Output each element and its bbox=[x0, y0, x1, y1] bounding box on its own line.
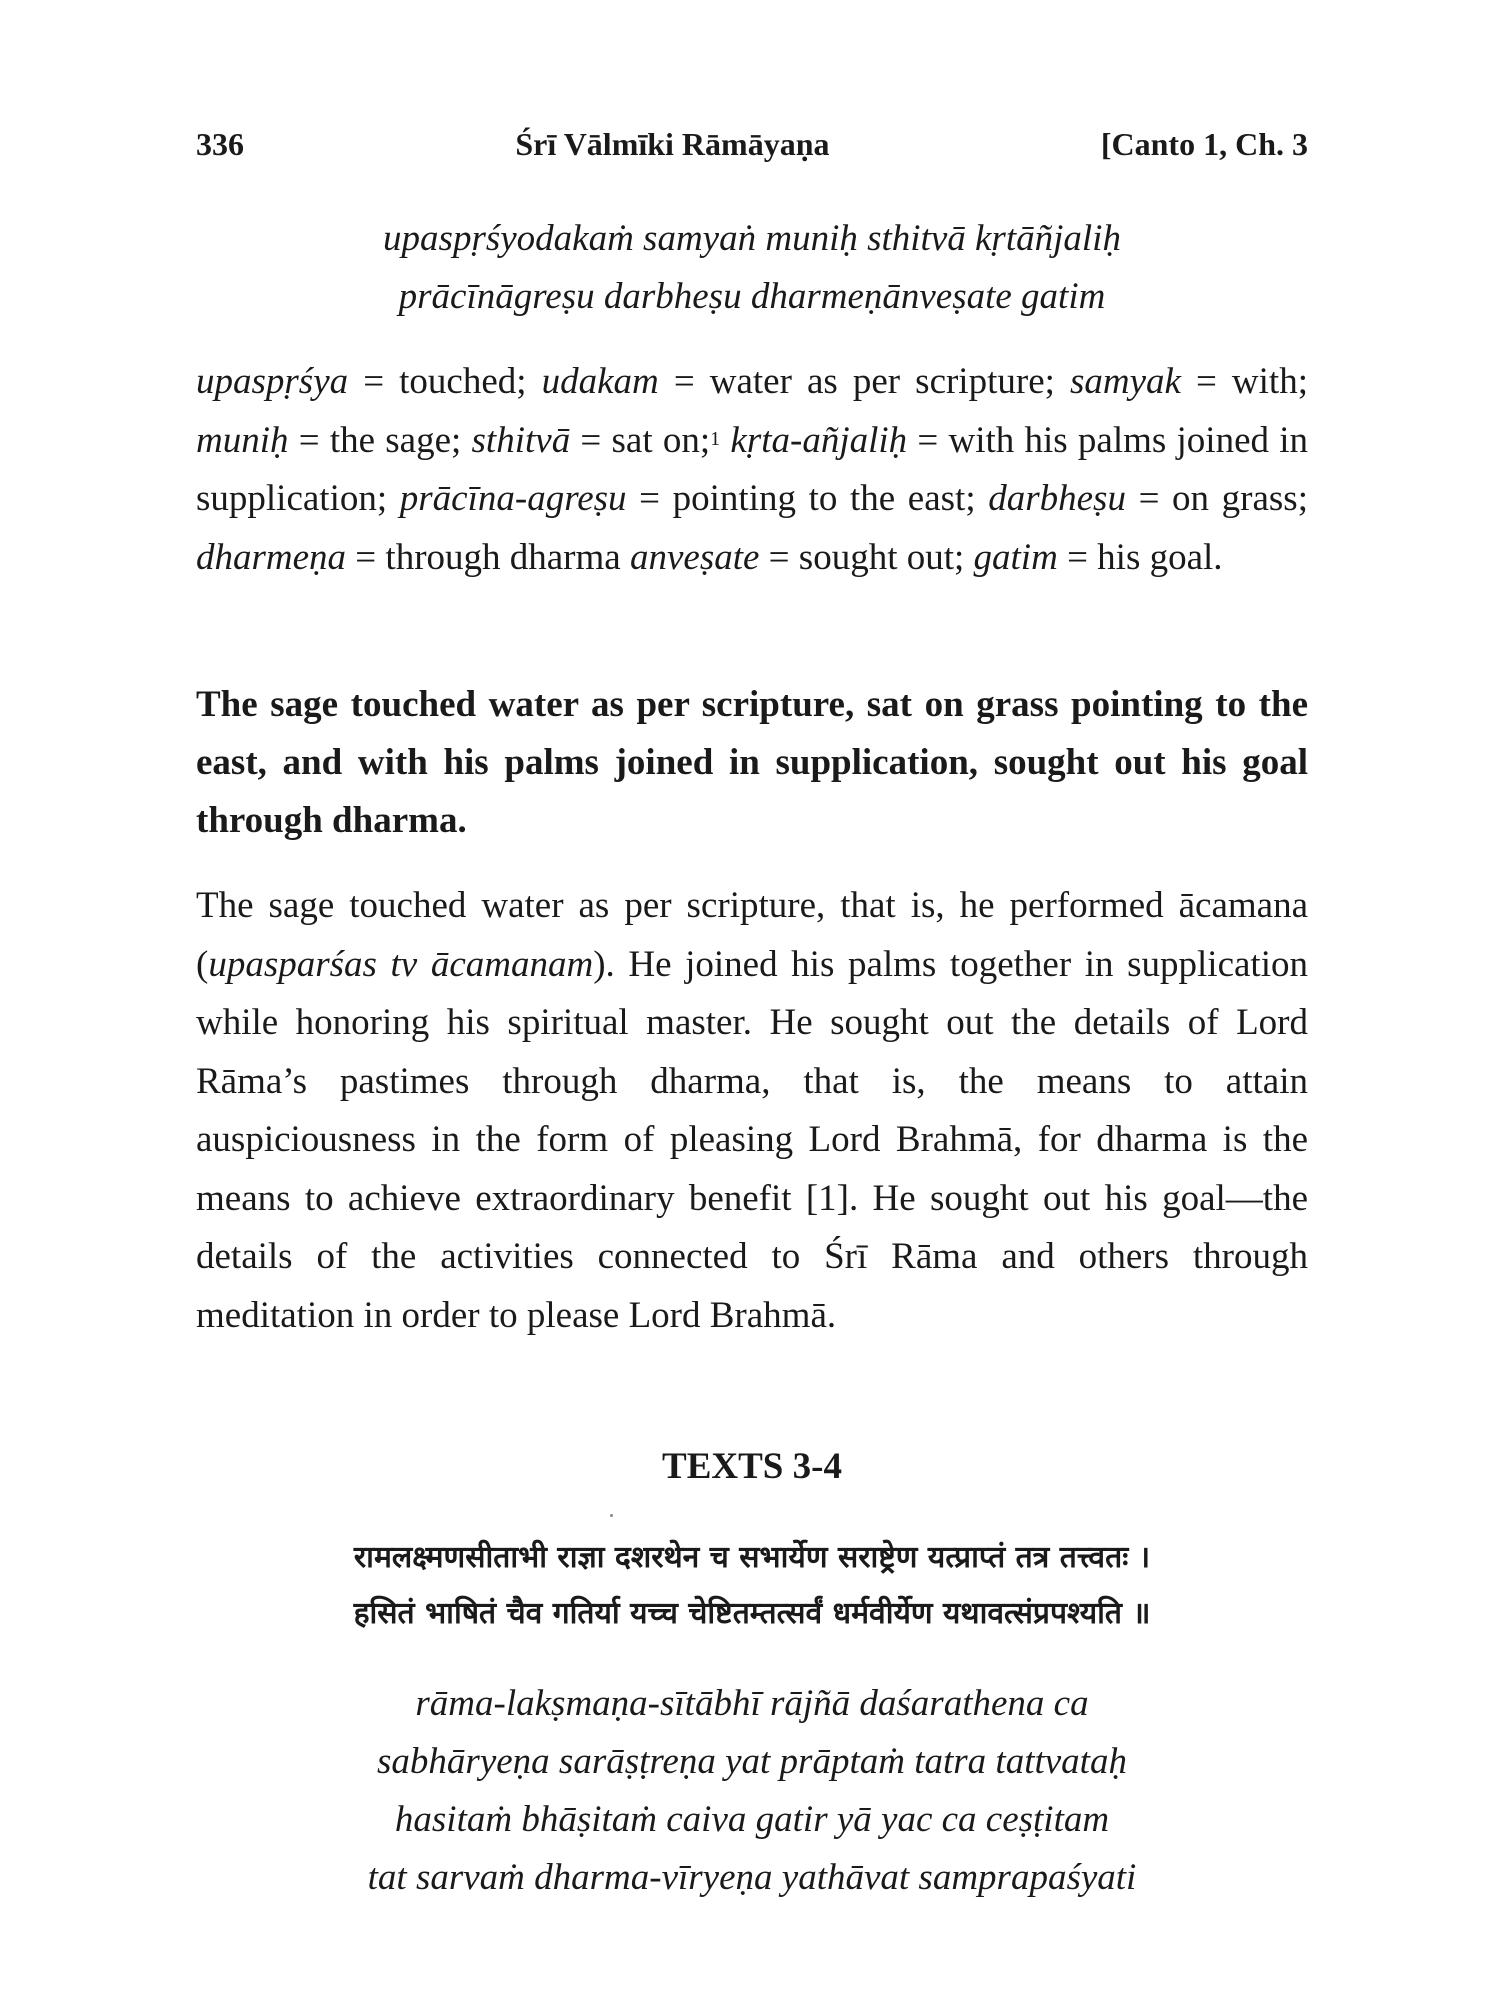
synonym-meaning: = the sage; bbox=[288, 419, 472, 461]
synonym-term: anveṣate bbox=[629, 536, 760, 578]
synonym-term: samyak bbox=[1069, 361, 1181, 402]
synonym-term: upaspṛśya bbox=[196, 361, 349, 402]
synonym-term: prācīna-agreṣu bbox=[399, 478, 627, 519]
synonym-meaning: = sat on; bbox=[570, 419, 711, 461]
texts-heading: TEXTS 3-4 bbox=[662, 1446, 842, 1487]
devanagari-line: हसितं भाषितं चैव गतिर्या यच्च चेष्टितम्तत्सर्वं धर्मवीर्येण यथावत्संप्रपश्यति ॥ bbox=[353, 1596, 1151, 1631]
synonym-meaning: = with; bbox=[1180, 361, 1308, 402]
synonym-term: udakam bbox=[541, 361, 659, 402]
verse-line: sabhāryeṇa sarāṣṭreṇa yat prāptaṁ tatra tattvataḥ bbox=[377, 1741, 1127, 1782]
synonym-meaning: = pointing to the east; bbox=[626, 478, 989, 519]
verse-transliteration-2 bbox=[196, 1675, 1308, 1907]
verse-line: tat sarvaṁ dharma-vīryeṇa yathāvat samprapaśyati bbox=[367, 1857, 1137, 1898]
purport-text: The sage touched water as per scripture, that is, he performed ācamana ( bbox=[196, 885, 1308, 985]
page-number: 336 bbox=[196, 126, 244, 162]
synonym-term: gatim bbox=[973, 536, 1058, 578]
synonym-meaning: = through dharma bbox=[346, 536, 630, 578]
section-label: [Canto 1, Ch. 3 bbox=[1100, 126, 1308, 162]
synonym-term: darbheṣu bbox=[988, 478, 1126, 519]
synonym-term: kṛta-añjaliḥ bbox=[730, 419, 908, 461]
synonym-meaning: = with his palms joined in supplication; bbox=[196, 419, 1309, 519]
verse-line: rāma-lakṣmaṇa-sītābhī rājñā daśarathena ca bbox=[415, 1683, 1089, 1724]
verse-transliteration-1 bbox=[196, 210, 1308, 326]
verse-line: upaspṛśyodakaṁ samyaṅ muniḥ sthitvā kṛtāñjaliḥ bbox=[383, 218, 1121, 259]
verse-line: prācīnāgreṣu darbheṣu dharmeṇānveṣate gatim bbox=[398, 276, 1106, 317]
synonym-term: dharmeṇa bbox=[196, 536, 347, 578]
translation-paragraph: The sage touched water as per scripture, sat on grass pointing to the east, and with his palms joined in supplication, sought out his goal through dharma. bbox=[196, 684, 1308, 841]
synonym-meaning: = on grass; bbox=[1125, 478, 1308, 519]
purport-text: ). He joined his palms together in supplication while honoring his spiritual master. He sought out the details of Lord Rāma’s pastimes through dharma, that is, the means to attain auspiciousness in the form of pleasing Lord Brahmā, for dharma is the means to achieve extraordinary benefit [1]. He sought out his goal—the details of the activities connected to Śrī Rāma and others through meditation in order to please Lord Brahmā. bbox=[196, 943, 1308, 1336]
synonym-meaning: = water as per scripture; bbox=[658, 361, 1070, 402]
synonyms-paragraph bbox=[196, 353, 1308, 587]
purport-paragraph bbox=[196, 877, 1308, 1345]
synonym-meaning: = touched; bbox=[348, 361, 542, 402]
synonym-term: sthitvā bbox=[471, 419, 571, 461]
synonym-term: muniḥ bbox=[196, 419, 289, 461]
purport-italic-phrase: upasparśas tv ācamanam bbox=[208, 943, 594, 985]
synonym-meaning: = his goal. bbox=[1057, 536, 1223, 578]
book-title: Śrī Vālmīki Rāmāyaṇa bbox=[515, 126, 830, 162]
footnote-marker: 1 bbox=[710, 427, 721, 450]
verse-line: hasitaṁ bhāṣitaṁ caiva gatir yā yac ca ceṣṭitam bbox=[394, 1799, 1110, 1840]
running-header bbox=[196, 126, 1308, 163]
devanagari-line: रामलक्ष्मणसीताभी राज्ञा दशरथेन च सभार्येण सराष्ट्रेण यत्प्राप्तं तत्र तत्त्वतः । bbox=[353, 1540, 1151, 1575]
print-speck bbox=[610, 1514, 613, 1517]
synonym-meaning: = sought out; bbox=[759, 536, 974, 578]
devanagari-verse bbox=[196, 1530, 1308, 1642]
